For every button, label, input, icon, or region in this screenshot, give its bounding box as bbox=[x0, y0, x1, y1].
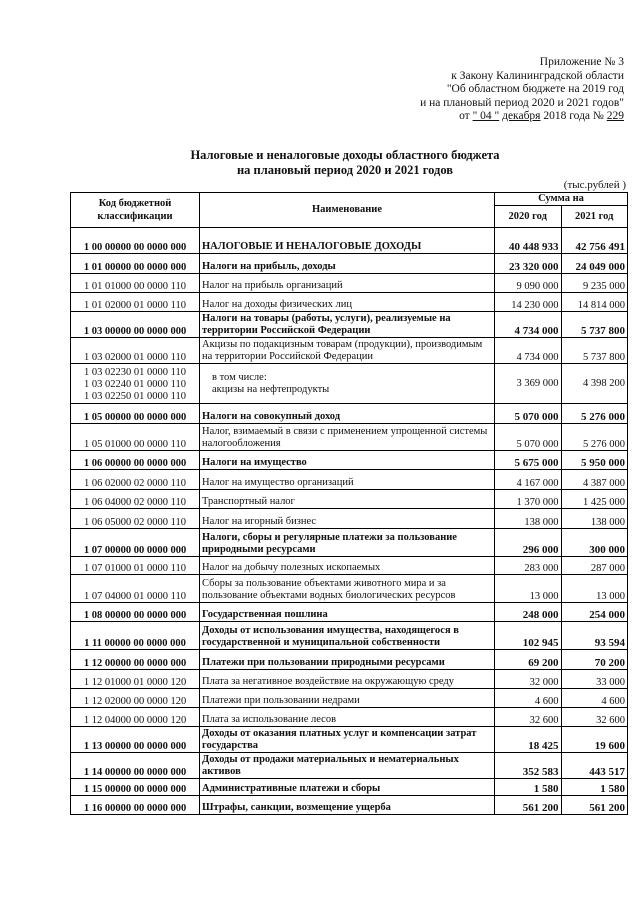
row-code: 1 01 00000 00 0000 000 bbox=[71, 254, 200, 274]
row-name: Административные платежи и сборы bbox=[200, 779, 495, 796]
table-row bbox=[71, 490, 628, 509]
table-row bbox=[71, 312, 628, 338]
row-value-2021: 561 200 bbox=[561, 796, 628, 815]
unit-label: (тыс.рублей ) bbox=[563, 179, 626, 191]
table-row bbox=[71, 451, 628, 470]
row-name: Платежи при пользовании природными ресурсами bbox=[200, 650, 495, 670]
row-value-2021: 1 580 bbox=[561, 779, 628, 796]
row-value-2021: 19 600 bbox=[561, 727, 628, 753]
row-name: Налог на доходы физических лиц bbox=[200, 293, 495, 312]
row-name: НАЛОГОВЫЕ И НЕНАЛОГОВЫЕ ДОХОДЫ bbox=[200, 228, 495, 254]
row-value-2020: 13 000 bbox=[495, 575, 562, 603]
table-row bbox=[71, 557, 628, 575]
row-code: 1 12 04000 00 0000 120 bbox=[71, 708, 200, 727]
row-code: 1 06 04000 02 0000 110 bbox=[71, 490, 200, 509]
row-value-2020: 3 369 000 bbox=[495, 364, 562, 404]
row-code: 1 03 02000 01 0000 110 bbox=[71, 338, 200, 364]
table-row bbox=[71, 509, 628, 529]
row-code: 1 08 00000 00 0000 000 bbox=[71, 603, 200, 622]
row-value-2020: 14 230 000 bbox=[495, 293, 562, 312]
table-row bbox=[71, 228, 628, 254]
row-code: 1 00 00000 00 0000 000 bbox=[71, 228, 200, 254]
row-value-2020: 352 583 bbox=[495, 753, 562, 779]
row-name: Платежи при пользовании недрами bbox=[200, 689, 495, 708]
budget-table bbox=[70, 192, 628, 815]
table-row bbox=[71, 708, 628, 727]
row-value-2021: 93 594 bbox=[561, 622, 628, 650]
row-name: Налог на имущество организаций bbox=[200, 470, 495, 490]
row-value-2020: 18 425 bbox=[495, 727, 562, 753]
table-row bbox=[71, 779, 628, 796]
row-code: 1 06 02000 02 0000 110 bbox=[71, 470, 200, 490]
row-value-2020: 5 070 000 bbox=[495, 424, 562, 451]
row-value-2021: 5 950 000 bbox=[561, 451, 628, 470]
row-name: Транспортный налог bbox=[200, 490, 495, 509]
appendix-number: Приложение № 3 bbox=[539, 56, 624, 68]
row-code: 1 12 00000 00 0000 000 bbox=[71, 650, 200, 670]
row-code: 1 03 00000 00 0000 000 bbox=[71, 312, 200, 338]
row-name: Плата за негативное воздействие на окружающую среду bbox=[200, 670, 495, 689]
row-value-2020: 32 600 bbox=[495, 708, 562, 727]
table-row bbox=[71, 424, 628, 451]
row-code: 1 16 00000 00 0000 000 bbox=[71, 796, 200, 815]
row-code bbox=[71, 364, 200, 404]
row-name: Доходы от оказания платных услуг и компенсации затрат государства bbox=[200, 727, 495, 753]
row-value-2020: 1 370 000 bbox=[495, 490, 562, 509]
table-row bbox=[71, 470, 628, 490]
row-value-2020: 4 600 bbox=[495, 689, 562, 708]
row-code: 1 01 01000 00 0000 110 bbox=[71, 274, 200, 293]
row-name: Доходы от продажи материальных и нематериальных активов bbox=[200, 753, 495, 779]
row-code: 1 05 00000 00 0000 000 bbox=[71, 404, 200, 424]
row-value-2021: 4 387 000 bbox=[561, 470, 628, 490]
table-row bbox=[71, 575, 628, 603]
row-code: 1 06 05000 02 0000 110 bbox=[71, 509, 200, 529]
row-value-2021: 5 737 800 bbox=[561, 338, 628, 364]
row-name-line: в том числе: bbox=[212, 371, 267, 383]
row-name: Сборы за пользование объектами животного мира и за пользование объектами водных биологических ресурсов bbox=[200, 575, 495, 603]
row-name: Доходы от использования имущества, находящегося в государственной и муниципальной собственности bbox=[200, 622, 495, 650]
row-value-2021: 33 000 bbox=[561, 670, 628, 689]
table-row bbox=[71, 670, 628, 689]
row-name bbox=[200, 364, 495, 404]
header-name: Наименование bbox=[200, 193, 495, 228]
row-value-2020: 4 167 000 bbox=[495, 470, 562, 490]
row-code: 1 07 00000 00 0000 000 bbox=[71, 529, 200, 557]
header-2020: 2020 год bbox=[495, 206, 562, 228]
row-value-2021: 5 276 000 bbox=[561, 424, 628, 451]
row-code: 1 15 00000 00 0000 000 bbox=[71, 779, 200, 796]
table-row bbox=[71, 293, 628, 312]
row-name: Налог на прибыль организаций bbox=[200, 274, 495, 293]
row-name: Налог, взимаемый в связи с применением упрощенной системы налогообложения bbox=[200, 424, 495, 451]
row-value-2020: 561 200 bbox=[495, 796, 562, 815]
header-code: Код бюджетной классификации bbox=[71, 193, 200, 228]
row-code: 1 13 00000 00 0000 000 bbox=[71, 727, 200, 753]
row-value-2021: 42 756 491 bbox=[561, 228, 628, 254]
row-value-2020: 4 734 000 bbox=[495, 338, 562, 364]
row-value-2020: 5 675 000 bbox=[495, 451, 562, 470]
row-value-2021: 14 814 000 bbox=[561, 293, 628, 312]
row-code: 1 06 00000 00 0000 000 bbox=[71, 451, 200, 470]
row-name: Налоги, сборы и регулярные платежи за пользование природными ресурсами bbox=[200, 529, 495, 557]
table-row bbox=[71, 274, 628, 293]
row-value-2021: 287 000 bbox=[561, 557, 628, 575]
row-value-2021: 13 000 bbox=[561, 575, 628, 603]
row-name: Налог на игорный бизнес bbox=[200, 509, 495, 529]
row-name: Штрафы, санкции, возмещение ущерба bbox=[200, 796, 495, 815]
row-code: 1 07 04000 01 0000 110 bbox=[71, 575, 200, 603]
row-code: 1 11 00000 00 0000 000 bbox=[71, 622, 200, 650]
row-code: 1 12 01000 01 0000 120 bbox=[71, 670, 200, 689]
table-row bbox=[71, 529, 628, 557]
table-row bbox=[71, 254, 628, 274]
row-code: 1 14 00000 00 0000 000 bbox=[71, 753, 200, 779]
row-value-2021: 9 235 000 bbox=[561, 274, 628, 293]
header-2021: 2021 год bbox=[561, 206, 628, 228]
row-value-2021: 4 398 200 bbox=[561, 364, 628, 404]
table-row bbox=[71, 364, 628, 404]
row-name: Налоги на прибыль, доходы bbox=[200, 254, 495, 274]
table-row bbox=[71, 689, 628, 708]
row-value-2020: 4 734 000 bbox=[495, 312, 562, 338]
row-value-2020: 296 000 bbox=[495, 529, 562, 557]
row-name: Налоги на совокупный доход bbox=[200, 404, 495, 424]
row-name: Плата за использование лесов bbox=[200, 708, 495, 727]
row-code-item: 1 03 02240 01 0000 110 bbox=[84, 379, 186, 390]
row-value-2021: 5 737 800 bbox=[561, 312, 628, 338]
table-row bbox=[71, 603, 628, 622]
table-row bbox=[71, 338, 628, 364]
row-value-2020: 248 000 bbox=[495, 603, 562, 622]
row-value-2020: 1 580 bbox=[495, 779, 562, 796]
appendix-header bbox=[294, 56, 624, 124]
row-value-2020: 102 945 bbox=[495, 622, 562, 650]
row-name: Налоги на имущество bbox=[200, 451, 495, 470]
row-value-2021: 5 276 000 bbox=[561, 404, 628, 424]
row-name-line: акцизы на нефтепродукты bbox=[212, 383, 330, 395]
row-name: Государственная пошлина bbox=[200, 603, 495, 622]
table-row bbox=[71, 650, 628, 670]
row-code: 1 01 02000 01 0000 110 bbox=[71, 293, 200, 312]
row-value-2020: 40 448 933 bbox=[495, 228, 562, 254]
row-value-2020: 283 000 bbox=[495, 557, 562, 575]
row-value-2021: 24 049 000 bbox=[561, 254, 628, 274]
row-name: Налоги на товары (работы, услуги), реализуемые на территории Российской Федерации bbox=[200, 312, 495, 338]
row-value-2020: 32 000 bbox=[495, 670, 562, 689]
appendix-law-title: "Об областном бюджете на 2019 год bbox=[446, 83, 624, 95]
appendix-law: к Закону Калининградской области bbox=[451, 69, 624, 82]
row-value-2020: 5 070 000 bbox=[495, 404, 562, 424]
row-code: 1 05 01000 00 0000 110 bbox=[71, 424, 200, 451]
row-value-2021: 4 600 bbox=[561, 689, 628, 708]
row-value-2020: 69 200 bbox=[495, 650, 562, 670]
row-code-item: 1 03 02250 01 0000 110 bbox=[84, 391, 186, 402]
row-name: Акцизы по подакцизным товарам (продукции), производимым на территории Российской Федерации bbox=[200, 338, 495, 364]
row-value-2020: 23 320 000 bbox=[495, 254, 562, 274]
row-code-item: 1 03 02230 01 0000 110 bbox=[84, 367, 186, 378]
row-value-2021: 254 000 bbox=[561, 603, 628, 622]
row-value-2021: 300 000 bbox=[561, 529, 628, 557]
table-row bbox=[71, 622, 628, 650]
table-row bbox=[71, 796, 628, 815]
row-code: 1 12 02000 00 0000 120 bbox=[71, 689, 200, 708]
row-value-2020: 9 090 000 bbox=[495, 274, 562, 293]
row-value-2021: 32 600 bbox=[561, 708, 628, 727]
row-value-2021: 443 517 bbox=[561, 753, 628, 779]
row-value-2020: 138 000 bbox=[495, 509, 562, 529]
table-row bbox=[71, 753, 628, 779]
row-value-2021: 138 000 bbox=[561, 509, 628, 529]
row-value-2021: 70 200 bbox=[561, 650, 628, 670]
row-name: Налог на добычу полезных ископаемых bbox=[200, 557, 495, 575]
row-code: 1 07 01000 01 0000 110 bbox=[71, 557, 200, 575]
appendix-date: от " 04 " декабря 2018 года № 229 bbox=[459, 110, 624, 122]
document-title: Налоговые и неналоговые доходы областного бюджета на плановый период 2020 и 2021 годов bbox=[190, 148, 500, 177]
table-row bbox=[71, 727, 628, 753]
table-row bbox=[71, 404, 628, 424]
header-sum: Сумма на bbox=[495, 193, 628, 206]
row-value-2021: 1 425 000 bbox=[561, 490, 628, 509]
appendix-law-period: и на плановый период 2020 и 2021 годов" bbox=[420, 96, 624, 109]
